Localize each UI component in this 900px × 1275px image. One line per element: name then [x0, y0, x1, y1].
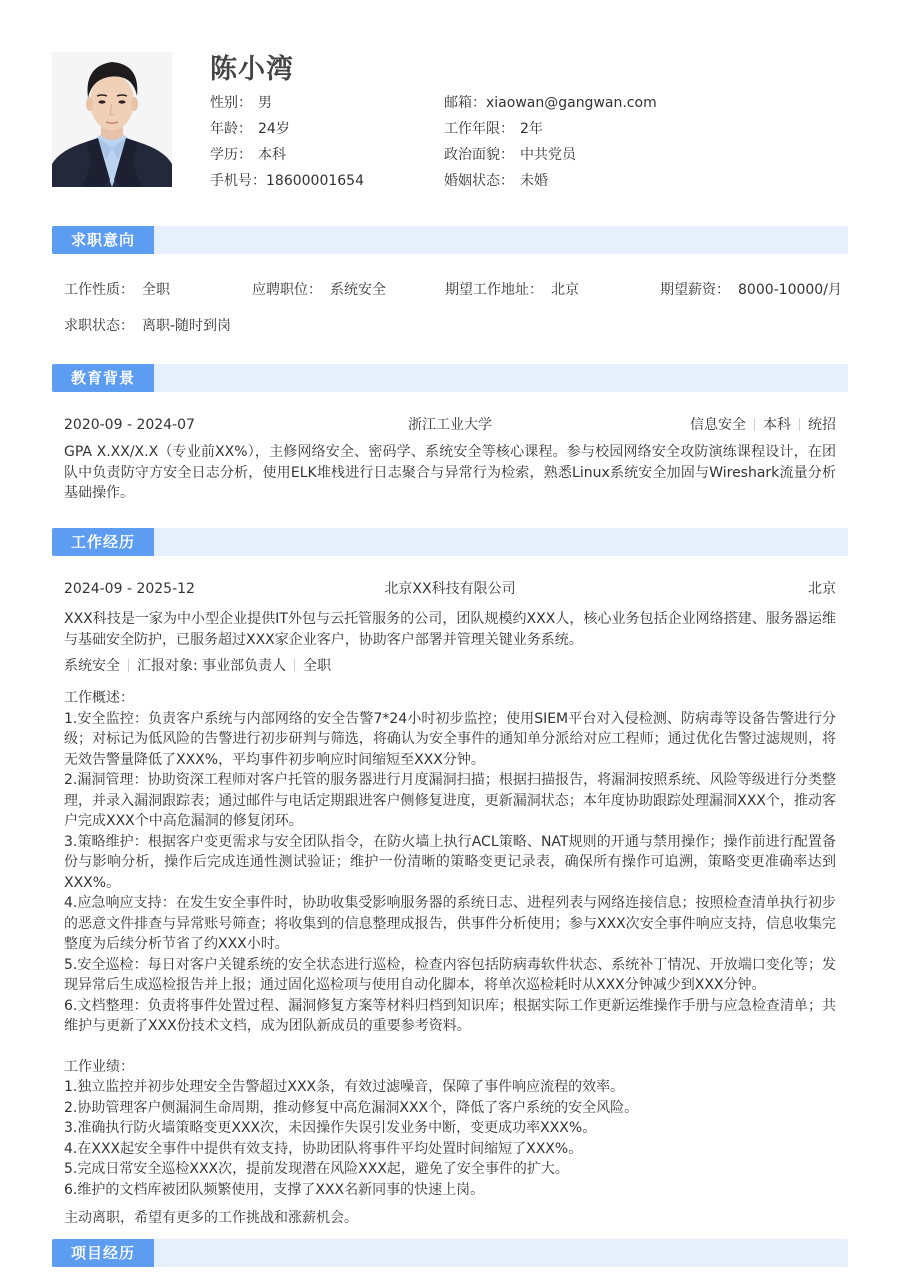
info-education — [210, 144, 364, 170]
overview-item: 5.安全巡检：每日对客户关键系统的安全状态进行巡检，检查内容包括防病毒软件状态、系统补丁情况、开放端口变化等；发现异常后生成巡检报告并上报；通过固化巡检项与使用自动化脚本，将单次巡检耗时从XXX分钟减少到XXX分钟。 — [64, 956, 836, 993]
company-intro: XXX科技是一家为中小型企业提供IT外包与云托管服务的公司，团队规模约XXX人，核心业务包括企业网络搭建、服务器运维与基础安全防护，已服务超过XXX家企业客户，协助客户部署并管理关键业务系统。 — [64, 611, 836, 648]
work-company: 北京XX科技有限公司 — [384, 581, 516, 597]
candidate-name: 陈小湾 — [210, 54, 294, 85]
info-label: 工作年限： — [444, 121, 514, 137]
education-degree: 本科 — [763, 417, 791, 433]
info-gender — [210, 92, 364, 118]
info-marital-status — [444, 170, 657, 196]
education-tags — [690, 415, 836, 435]
work-tag: 全职 — [303, 658, 332, 674]
intent-value: 系统安全 — [330, 282, 386, 298]
info-label: 年龄： — [210, 121, 252, 137]
overview-title: 工作概述： — [64, 690, 134, 706]
work-entry — [64, 579, 836, 1229]
basic-info-left — [210, 92, 364, 196]
achievement-item: 4.在XXX起安全事件中提供有效支持，协助团队将事件平均处置时间缩短了XXX%。 — [64, 1140, 583, 1157]
info-value: 中共党员 — [520, 147, 576, 163]
info-work-years — [444, 118, 657, 144]
achievements-title: 工作业绩： — [64, 1058, 134, 1075]
intent-label: 应聘职位： — [252, 282, 322, 298]
info-value: 未婚 — [520, 173, 548, 189]
profile-photo — [52, 52, 172, 187]
work-overview — [64, 688, 836, 1037]
divider — [128, 659, 129, 672]
info-label: 婚姻状态： — [444, 173, 514, 189]
work-location: 北京 — [808, 581, 836, 597]
info-phone — [210, 170, 364, 196]
divider — [754, 418, 755, 431]
education-period: 2020-09 - 2024-07 — [64, 417, 195, 433]
intent-salary — [660, 280, 842, 300]
achievement-item: 3.准确执行防火墙策略变更XXX次，未因操作失误引发业务中断，变更成功率XXX%。 — [64, 1120, 597, 1136]
info-label: 学历： — [210, 147, 252, 163]
intent-value: 全职 — [142, 282, 170, 298]
intent-position — [252, 280, 386, 300]
education-header-row — [64, 415, 836, 435]
intent-status — [64, 316, 231, 336]
overview-item: 6.文档整理：负责将事件处置过程、漏洞修复方案等材料归档到知识库；根据实际工作更新运维操作手册与应急检查清单；共维护与更新了XXX份技术文档，成为团队新成员的重要参考资料。 — [64, 997, 836, 1034]
overview-item: 3.策略维护：根据客户变更需求与安全团队指令，在防火墙上执行ACL策略、NAT规则的开通与禁用操作；操作前进行配置备份与影响分析，操作后完成连通性测试验证；维护一份清晰的策略变更记录表，确保所有操作可追溯，策略变更准确率达到XXX%。 — [64, 833, 836, 891]
portrait-image — [52, 52, 172, 187]
divider — [294, 659, 295, 672]
education-school: 浙江工业大学 — [408, 417, 492, 433]
info-value: 18600001654 — [266, 173, 364, 189]
intent-value: 离职-随时到岗 — [142, 318, 232, 334]
info-value: 24岁 — [258, 121, 290, 137]
info-label: 政治面貌： — [444, 147, 514, 163]
info-age — [210, 118, 364, 144]
work-achievements — [64, 1057, 836, 1201]
achievement-item: 5.完成日常安全巡检XXX次，提前发现潜在风险XXX起，避免了安全事件的扩大。 — [64, 1161, 569, 1177]
info-label: 邮箱： — [444, 95, 486, 111]
intent-value: 8000-10000/月 — [738, 282, 842, 298]
achievement-item: 2.协助管理客户侧漏洞生命周期，推动修复中高危漏洞XXX个，降低了客户系统的安全风险。 — [64, 1099, 639, 1116]
info-label: 手机号： — [210, 173, 266, 189]
education-description: GPA X.XX/X.X（专业前XX%），主修网络安全、密码学、系统安全等核心课程。参与校园网络安全攻防演练课程设计，在团队中负责防守方安全日志分析，使用ELK堆栈进行日志聚合与异常行为检索，熟悉Linux系统安全加固与Wireshark流量分析基础操作。 — [64, 444, 836, 501]
section-header-project — [52, 1239, 848, 1267]
section-header-education — [52, 364, 848, 392]
divider — [799, 418, 800, 431]
info-value: 本科 — [258, 147, 286, 163]
overview-item: 1.安全监控：负责客户系统与内部网络的安全告警7*24小时初步监控；使用SIEM平台对入侵检测、防病毒等设备告警进行分级；对标记为低风险的告警进行初步研判与筛选，将确认为安全事件的通知单分派给对应工程师；通过优化告警过滤规则，将无效告警量降低了XXX%，平均事件初步响应时间缩短至XXX分钟。 — [64, 710, 836, 768]
education-enrollment: 统招 — [808, 417, 836, 433]
info-email — [444, 92, 657, 118]
info-value: 2年 — [520, 121, 543, 137]
achievement-item: 1.独立监控并初步处理安全告警超过XXX条，有效过滤噪音，保障了事件响应流程的效率。 — [64, 1079, 625, 1095]
section-title: 工作经历 — [52, 528, 154, 556]
intent-value: 北京 — [551, 282, 579, 298]
education-major: 信息安全 — [690, 417, 746, 433]
work-period: 2024-09 - 2025-12 — [64, 581, 195, 597]
info-political-status — [444, 144, 657, 170]
intent-label: 期望工作地址： — [445, 282, 543, 298]
work-header-row — [64, 579, 836, 599]
work-tag: 汇报对象: 事业部负责人 — [137, 658, 287, 674]
achievement-item: 6.维护的文档库被团队频繁使用，支撑了XXX名新同事的快速上岗。 — [64, 1181, 485, 1198]
intent-location — [445, 280, 579, 300]
info-value: 男 — [258, 95, 272, 111]
section-title: 教育背景 — [52, 364, 154, 392]
info-value: xiaowan@gangwan.com — [486, 95, 657, 111]
intent-label: 求职状态： — [64, 318, 134, 334]
education-entry — [64, 415, 836, 504]
basic-info-right — [444, 92, 657, 196]
info-label: 性别： — [210, 95, 252, 111]
leave-reason: 主动离职，希望有更多的工作挑战和涨薪机会。 — [64, 1210, 358, 1226]
intent-label: 工作性质： — [64, 282, 134, 298]
section-title: 求职意向 — [52, 226, 154, 254]
intent-label: 期望薪资： — [660, 282, 730, 298]
work-tag: 系统安全 — [64, 658, 120, 674]
overview-item: 4.应急响应支持：在发生安全事件时，协助收集受影响服务器的系统日志、进程列表与网络连接信息；按照检查清单执行初步的恶意文件排查与异常账号筛查；将收集到的信息整理成报告，供事件分析使用；参与XXX次安全事件响应支持，信息收集完整度为后续分析节省了约XXX小时。 — [64, 895, 836, 952]
section-header-work — [52, 528, 848, 556]
overview-item: 2.漏洞管理：协助资深工程师对客户托管的服务器进行月度漏洞扫描；根据扫描报告，将漏洞按照系统、风险等级进行分类整理，并录入漏洞跟踪表；通过邮件与电话定期跟进客户侧修复进度，更新漏洞状态；本年度协助跟踪处理漏洞XXX个，推动客户完成XXX个中高危漏洞的修复闭环。 — [64, 772, 836, 829]
section-title: 项目经历 — [52, 1239, 154, 1267]
work-tags — [64, 656, 836, 676]
section-header-intent — [52, 226, 848, 254]
intent-work-type — [64, 280, 170, 300]
